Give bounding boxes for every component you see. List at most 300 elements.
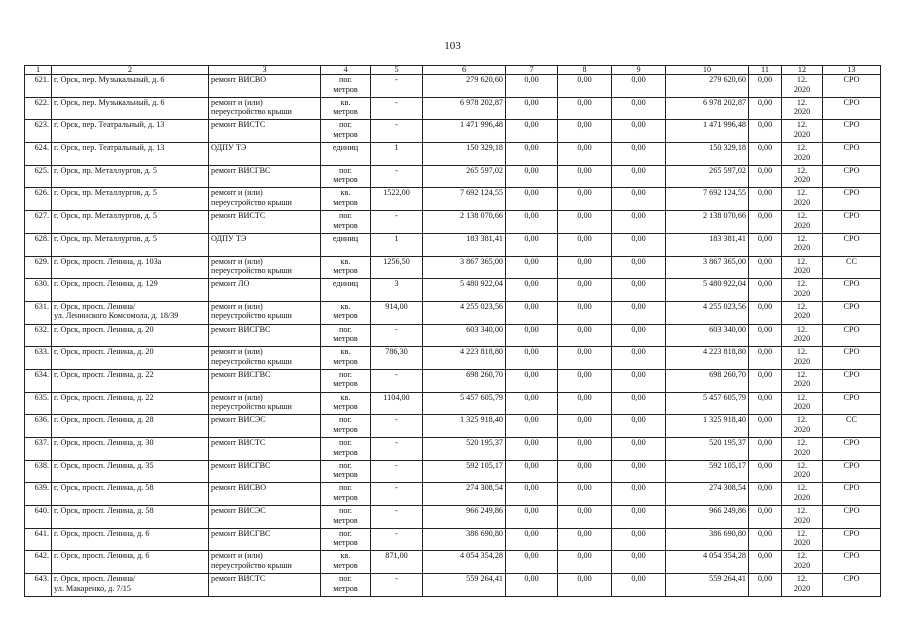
unit-cell: [321, 324, 371, 347]
volume-cell: 1256,50: [371, 256, 423, 279]
address-cell: [52, 506, 209, 529]
unit-cell: [321, 233, 371, 256]
row-number-cell: 624.: [25, 143, 52, 166]
unit-cell: [321, 188, 371, 211]
deadline-cell: [782, 392, 823, 415]
fund-cell: 0,00: [558, 165, 612, 188]
cell-line: 12.: [796, 460, 808, 470]
fund-type-cell: СРО: [823, 483, 881, 506]
other-funds-cell: 0,00: [749, 347, 782, 370]
work-type-cell: [209, 188, 321, 211]
cell-line: 12.: [796, 415, 808, 425]
cell-line: ремонт и (или): [211, 347, 263, 357]
table-row: [25, 256, 881, 279]
cell-line: 12.: [796, 233, 808, 243]
row-number-cell: 631.: [25, 301, 52, 324]
table-row: [25, 483, 881, 506]
column-number-row: [25, 66, 881, 75]
cell-line: г. Орск, пр. Металлургов, д. 5: [54, 233, 157, 243]
fund-cell: 0,00: [506, 347, 558, 370]
cell-line: ремонт ВИСТС: [211, 120, 266, 130]
cell-line: 2020: [793, 334, 811, 344]
cell-line: ул. Макаренко, д. 7/15: [54, 583, 131, 593]
deadline-cell: [782, 483, 823, 506]
table-row: [25, 188, 881, 211]
cell-line: 12.: [796, 120, 808, 130]
table-row: [25, 165, 881, 188]
table-body: [25, 75, 881, 597]
cell-line: 2020: [793, 84, 811, 94]
total-cost-cell: 3 867 365,00: [423, 256, 506, 279]
cell-line: ремонт и (или): [211, 97, 263, 107]
row-number-cell: 637.: [25, 438, 52, 461]
other-funds-cell: 0,00: [749, 324, 782, 347]
fund-cell: 0,00: [558, 574, 612, 597]
other-funds-cell: 0,00: [749, 233, 782, 256]
work-type-cell: [209, 143, 321, 166]
work-type-cell: [209, 233, 321, 256]
fund-type-cell: СРО: [823, 165, 881, 188]
fund-type-cell: СРО: [823, 211, 881, 234]
row-number-cell: 633.: [25, 347, 52, 370]
other-funds-cell: 0,00: [749, 392, 782, 415]
owner-funds-cell: 5 457 605,79: [666, 392, 749, 415]
deadline-cell: [782, 369, 823, 392]
cell-line: метров: [333, 175, 358, 185]
table-row: [25, 324, 881, 347]
column-number-header: 12: [782, 66, 823, 75]
cell-line: 2020: [793, 288, 811, 298]
volume-cell: -: [371, 75, 423, 98]
row-number-cell: 634.: [25, 369, 52, 392]
cell-line: пог.: [339, 75, 352, 84]
cell-line: 12.: [796, 551, 808, 561]
cell-line: г. Орск, просп. Ленина, д. 6: [54, 551, 150, 561]
cell-line: ул. Ленинского Комсомола, д. 18/39: [54, 311, 179, 321]
deadline-cell: [782, 256, 823, 279]
cell-line: 2020: [793, 220, 811, 230]
address-cell: [52, 188, 209, 211]
total-cost-cell: 4 255 023,56: [423, 301, 506, 324]
cell-line: ремонт и (или): [211, 188, 263, 198]
fund-type-cell: СРО: [823, 120, 881, 143]
cell-line: 2020: [793, 266, 811, 275]
fund-type-cell: СРО: [823, 460, 881, 483]
cell-line: переустройство крыши: [211, 107, 292, 117]
cell-line: ремонт ВИСТС: [211, 574, 266, 584]
fund-cell: 0,00: [558, 392, 612, 415]
address-cell: [52, 369, 209, 392]
cell-line: 2020: [793, 152, 811, 162]
fund-cell: 0,00: [506, 324, 558, 347]
fund-cell: 0,00: [612, 551, 666, 574]
cell-line: метров: [333, 583, 358, 593]
fund-cell: 0,00: [558, 324, 612, 347]
cell-line: метров: [333, 334, 358, 344]
work-type-cell: [209, 165, 321, 188]
other-funds-cell: 0,00: [749, 438, 782, 461]
cell-line: 2020: [793, 379, 811, 389]
fund-cell: 0,00: [558, 97, 612, 120]
cell-line: пог.: [339, 438, 352, 447]
fund-cell: 0,00: [506, 369, 558, 392]
cell-line: ремонт и (или): [211, 392, 263, 402]
cell-line: кв.: [340, 392, 351, 402]
fund-type-cell: СС: [823, 256, 881, 279]
owner-funds-cell: 520 195,37: [666, 438, 749, 461]
deadline-cell: [782, 551, 823, 574]
volume-cell: 1104,00: [371, 392, 423, 415]
address-cell: [52, 528, 209, 551]
cell-line: 2020: [793, 107, 811, 117]
cell-line: 2020: [793, 356, 811, 366]
fund-cell: 0,00: [612, 165, 666, 188]
cell-line: кв.: [340, 97, 351, 107]
unit-cell: [321, 97, 371, 120]
other-funds-cell: 0,00: [749, 506, 782, 529]
cell-line: 12.: [796, 483, 808, 493]
total-cost-cell: 279 620,60: [423, 75, 506, 98]
row-number-cell: 640.: [25, 506, 52, 529]
row-number-cell: 636.: [25, 415, 52, 438]
unit-cell: [321, 165, 371, 188]
address-cell: [52, 460, 209, 483]
cell-line: ремонт ВИСГВС: [211, 528, 271, 538]
fund-cell: 0,00: [612, 120, 666, 143]
fund-type-cell: СРО: [823, 506, 881, 529]
cell-line: 2020: [793, 470, 811, 480]
cell-line: 12.: [796, 324, 808, 334]
cell-line: метров: [333, 538, 358, 548]
fund-type-cell: СРО: [823, 392, 881, 415]
cell-line: пог.: [339, 460, 352, 470]
deadline-cell: [782, 75, 823, 98]
work-type-cell: [209, 392, 321, 415]
work-type-cell: [209, 438, 321, 461]
column-number-header: 2: [52, 66, 209, 75]
owner-funds-cell: 274 308,54: [666, 483, 749, 506]
fund-cell: 0,00: [506, 233, 558, 256]
cell-line: метров: [333, 266, 358, 275]
fund-type-cell: СРО: [823, 347, 881, 370]
cell-line: 12.: [796, 369, 808, 379]
other-funds-cell: 0,00: [749, 301, 782, 324]
owner-funds-cell: 2 138 070,66: [666, 211, 749, 234]
fund-cell: 0,00: [558, 256, 612, 279]
unit-cell: [321, 75, 371, 98]
cell-line: пог.: [339, 211, 352, 221]
fund-type-cell: СРО: [823, 143, 881, 166]
volume-cell: 871,00: [371, 551, 423, 574]
total-cost-cell: 150 329,18: [423, 143, 506, 166]
fund-cell: 0,00: [558, 120, 612, 143]
fund-cell: 0,00: [558, 415, 612, 438]
table-row: [25, 120, 881, 143]
cell-line: г. Орск, просп. Ленина, д. 35: [54, 460, 154, 470]
column-number-header: 13: [823, 66, 881, 75]
cell-line: 2020: [793, 311, 811, 321]
table-row: [25, 506, 881, 529]
cell-line: г. Орск, просп. Ленина, д. 22: [54, 392, 154, 402]
other-funds-cell: 0,00: [749, 165, 782, 188]
cell-line: пог.: [339, 324, 352, 334]
table-row: [25, 392, 881, 415]
cell-line: метров: [333, 424, 358, 434]
cell-line: единиц: [332, 143, 359, 153]
owner-funds-cell: 386 690,80: [666, 528, 749, 551]
cell-line: г. Орск, просп. Ленина, д. 58: [54, 483, 154, 493]
cell-line: г. Орск, просп. Ленина, д. 6: [54, 528, 150, 538]
fund-cell: 0,00: [506, 97, 558, 120]
unit-cell: [321, 506, 371, 529]
cell-line: единиц: [332, 233, 359, 243]
cell-line: метров: [333, 560, 358, 570]
work-type-cell: [209, 324, 321, 347]
total-cost-cell: 183 381,41: [423, 233, 506, 256]
cell-line: метров: [333, 515, 358, 525]
owner-funds-cell: 4 255 023,56: [666, 301, 749, 324]
work-type-cell: [209, 211, 321, 234]
cell-line: 12.: [796, 347, 808, 357]
volume-cell: -: [371, 460, 423, 483]
row-number-cell: 628.: [25, 233, 52, 256]
column-number-header: 11: [749, 66, 782, 75]
column-number-header: 3: [209, 66, 321, 75]
fund-cell: 0,00: [558, 279, 612, 302]
cell-line: ремонт ВИСВО: [211, 483, 267, 493]
deadline-cell: [782, 438, 823, 461]
fund-cell: 0,00: [506, 120, 558, 143]
fund-cell: 0,00: [506, 165, 558, 188]
cell-line: пог.: [339, 506, 352, 516]
fund-cell: 0,00: [612, 324, 666, 347]
total-cost-cell: 1 471 996,48: [423, 120, 506, 143]
deadline-cell: [782, 528, 823, 551]
cell-line: ОДПУ ТЭ: [211, 233, 247, 243]
table-row: [25, 97, 881, 120]
table-row: [25, 528, 881, 551]
fund-cell: 0,00: [558, 506, 612, 529]
total-cost-cell: 520 195,37: [423, 438, 506, 461]
cell-line: метров: [333, 107, 358, 117]
cell-line: 12.: [796, 392, 808, 402]
cell-line: ремонт ВИСГВС: [211, 324, 271, 334]
volume-cell: 1522,00: [371, 188, 423, 211]
total-cost-cell: 386 690,80: [423, 528, 506, 551]
work-type-cell: [209, 75, 321, 98]
unit-cell: [321, 483, 371, 506]
cell-line: г. Орск, просп. Ленина, д. 20: [54, 324, 154, 334]
fund-cell: 0,00: [612, 483, 666, 506]
cell-line: переустройство крыши: [211, 356, 292, 366]
cell-line: 2020: [793, 243, 811, 253]
deadline-cell: [782, 97, 823, 120]
other-funds-cell: 0,00: [749, 415, 782, 438]
work-type-cell: [209, 574, 321, 597]
cell-line: пог.: [339, 165, 352, 175]
row-number-cell: 638.: [25, 460, 52, 483]
cell-line: 2020: [793, 402, 811, 412]
work-type-cell: [209, 97, 321, 120]
other-funds-cell: 0,00: [749, 97, 782, 120]
total-cost-cell: 698 260,70: [423, 369, 506, 392]
unit-cell: [321, 279, 371, 302]
owner-funds-cell: 592 105,17: [666, 460, 749, 483]
address-cell: [52, 165, 209, 188]
fund-cell: 0,00: [558, 233, 612, 256]
cell-line: ОДПУ ТЭ: [211, 143, 247, 153]
address-cell: [52, 392, 209, 415]
owner-funds-cell: 279 620,60: [666, 75, 749, 98]
work-type-cell: [209, 551, 321, 574]
cell-line: 12.: [796, 188, 808, 198]
cell-line: ремонт ВИСЭС: [211, 415, 266, 425]
owner-funds-cell: 603 340,00: [666, 324, 749, 347]
owner-funds-cell: 265 597,02: [666, 165, 749, 188]
cell-line: метров: [333, 220, 358, 230]
fund-cell: 0,00: [612, 392, 666, 415]
table-row: [25, 301, 881, 324]
volume-cell: -: [371, 324, 423, 347]
cell-line: переустройство крыши: [211, 266, 292, 275]
fund-cell: 0,00: [612, 574, 666, 597]
cell-line: 2020: [793, 538, 811, 548]
total-cost-cell: 6 978 202,87: [423, 97, 506, 120]
cell-line: метров: [333, 470, 358, 480]
row-number-cell: 627.: [25, 211, 52, 234]
cell-line: 2020: [793, 560, 811, 570]
row-number-cell: 642.: [25, 551, 52, 574]
volume-cell: -: [371, 415, 423, 438]
cell-line: ремонт ЛО: [211, 279, 250, 289]
fund-cell: 0,00: [506, 301, 558, 324]
fund-cell: 0,00: [558, 143, 612, 166]
fund-cell: 0,00: [506, 574, 558, 597]
row-number-cell: 621.: [25, 75, 52, 98]
fund-cell: 0,00: [558, 551, 612, 574]
other-funds-cell: 0,00: [749, 551, 782, 574]
fund-cell: 0,00: [612, 233, 666, 256]
cell-line: кв.: [340, 301, 351, 311]
cell-line: г. Орск, просп. Ленина, д. 28: [54, 415, 154, 425]
unit-cell: [321, 574, 371, 597]
cell-line: 12.: [796, 279, 808, 289]
address-cell: [52, 211, 209, 234]
column-number-header: 6: [423, 66, 506, 75]
owner-funds-cell: 966 249,86: [666, 506, 749, 529]
unit-cell: [321, 347, 371, 370]
address-cell: [52, 279, 209, 302]
cell-line: ремонт и (или): [211, 551, 263, 561]
volume-cell: 1: [371, 233, 423, 256]
cell-line: 12.: [796, 574, 808, 584]
row-number-cell: 635.: [25, 392, 52, 415]
total-cost-cell: 4 223 818,80: [423, 347, 506, 370]
cell-line: 12.: [796, 143, 808, 153]
fund-cell: 0,00: [612, 460, 666, 483]
fund-cell: 0,00: [506, 392, 558, 415]
cell-line: кв.: [340, 188, 351, 198]
address-cell: [52, 324, 209, 347]
total-cost-cell: 592 105,17: [423, 460, 506, 483]
fund-cell: 0,00: [612, 279, 666, 302]
cell-line: 2020: [793, 492, 811, 502]
row-number-cell: 641.: [25, 528, 52, 551]
other-funds-cell: 0,00: [749, 188, 782, 211]
cell-line: 12.: [796, 211, 808, 221]
cell-line: 2020: [793, 424, 811, 434]
work-type-cell: [209, 506, 321, 529]
cell-line: пог.: [339, 483, 352, 493]
cell-line: ремонт и (или): [211, 256, 263, 266]
total-cost-cell: 5 480 922,04: [423, 279, 506, 302]
fund-cell: 0,00: [612, 415, 666, 438]
volume-cell: -: [371, 528, 423, 551]
cell-line: г. Орск, пер. Музыкальный, д. 6: [54, 75, 165, 84]
cell-line: метров: [333, 379, 358, 389]
fund-cell: 0,00: [612, 97, 666, 120]
cell-line: метров: [333, 447, 358, 457]
fund-cell: 0,00: [612, 188, 666, 211]
cell-line: ремонт ВИСГВС: [211, 165, 271, 175]
total-cost-cell: 265 597,02: [423, 165, 506, 188]
work-type-cell: [209, 256, 321, 279]
table-row: [25, 460, 881, 483]
row-number-cell: 625.: [25, 165, 52, 188]
deadline-cell: [782, 279, 823, 302]
fund-cell: 0,00: [506, 211, 558, 234]
fund-cell: 0,00: [612, 369, 666, 392]
row-number-cell: 639.: [25, 483, 52, 506]
fund-cell: 0,00: [558, 483, 612, 506]
cell-line: г. Орск, пер. Музыкальный, д. 6: [54, 97, 165, 107]
total-cost-cell: 1 325 918,40: [423, 415, 506, 438]
cell-line: кв.: [340, 256, 351, 266]
fund-cell: 0,00: [558, 211, 612, 234]
cell-line: ремонт ВИСЭС: [211, 506, 266, 516]
work-type-cell: [209, 528, 321, 551]
fund-cell: 0,00: [506, 483, 558, 506]
cell-line: ремонт ВИСГВС: [211, 460, 271, 470]
fund-cell: 0,00: [506, 460, 558, 483]
cell-line: переустройство крыши: [211, 197, 292, 207]
table-row: [25, 233, 881, 256]
address-cell: [52, 256, 209, 279]
fund-type-cell: СРО: [823, 369, 881, 392]
cell-line: г. Орск, пр. Металлургов, д. 5: [54, 188, 157, 198]
cell-line: 2020: [793, 515, 811, 525]
fund-type-cell: СРО: [823, 324, 881, 347]
fund-type-cell: СРО: [823, 97, 881, 120]
work-type-cell: [209, 460, 321, 483]
volume-cell: -: [371, 211, 423, 234]
fund-cell: 0,00: [506, 551, 558, 574]
unit-cell: [321, 120, 371, 143]
volume-cell: -: [371, 483, 423, 506]
address-cell: [52, 574, 209, 597]
table-row: [25, 551, 881, 574]
fund-cell: 0,00: [558, 528, 612, 551]
cell-line: г. Орск, пр. Металлургов, д. 5: [54, 211, 157, 221]
deadline-cell: [782, 324, 823, 347]
deadline-cell: [782, 211, 823, 234]
fund-type-cell: СРО: [823, 551, 881, 574]
cell-line: г. Орск, просп. Ленина, д. 129: [54, 279, 158, 289]
total-cost-cell: 7 692 124,55: [423, 188, 506, 211]
fund-cell: 0,00: [558, 347, 612, 370]
table-row: [25, 279, 881, 302]
deadline-cell: [782, 143, 823, 166]
